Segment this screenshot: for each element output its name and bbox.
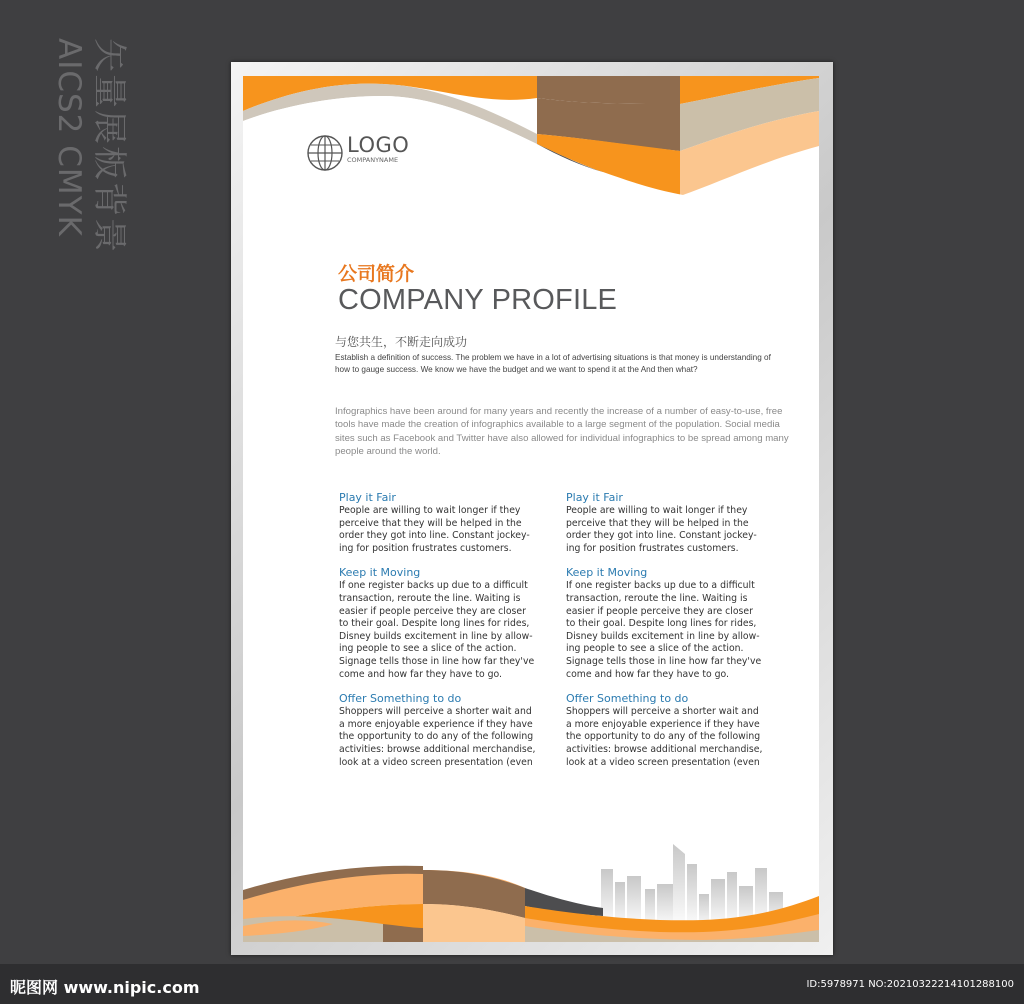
side-title: [50, 36, 136, 271]
section-body: If one register backs up due to a difficult transaction, reroute the line. Waiting is easier if people perceive they are closer to their goal. Despite long lines for rides, Disney builds excitement in line by allow- ing people to see a slice of the action. Signage tells those in line how far they've come and how far they have to go.: [339, 580, 535, 680]
bottom-wave-decoration: [243, 864, 819, 942]
section-body: Shoppers will perceive a shorter wait and a more enjoyable experience if they have the opportunity to do any of the following activities: browse additional merchandise, look at a video screen presentation (even: [566, 706, 763, 768]
section-body: People are willing to wait longer if they perceive that they will be helped in the order they got into line. Constant jockey- ing for position frustrates customers.: [566, 505, 757, 554]
section-heading: Play it Fair: [339, 491, 396, 504]
intro-paragraph-light: Infographics have been around for many years and recently the increase of a number of easy-to-use, free tools have made the creation of infographics available to a large segment of the population. Social media sites such as Facebook and Twitter have also allowed for individual infographics to be spread among many people around the world.: [335, 406, 789, 457]
content-column-left: [339, 491, 551, 780]
side-title-en: AICS2 CMYK: [51, 38, 87, 237]
section-heading: Keep it Moving: [339, 566, 421, 580]
side-title-cn: 矢量展板背景: [89, 38, 129, 254]
logo-word: LOGO: [347, 133, 410, 157]
tagline: 与您共生，不断走向成功: [335, 335, 468, 349]
intro-paragraph-bold: Establish a definition of success. The problem we have in a lot of advertising situations is that money is understanding of how to gauge success. We know we have the budget and we want to spend it at the And then what?: [335, 353, 771, 375]
section-body: People are willing to wait longer if they perceive that they will be helped in the order they got into line. Constant jockey- ing for position frustrates customers.: [339, 505, 530, 554]
page-title: COMPANY PROFILE: [338, 284, 618, 316]
watermark-site: 昵图网 www.nipic.com: [10, 978, 200, 997]
section-keep-it-moving: [566, 566, 778, 681]
globe-icon: [305, 133, 345, 173]
section-body: If one register backs up due to a difficult transaction, reroute the line. Waiting is easier if people perceive they are closer to their goal. Despite long lines for rides, Disney builds excitement in line by allow- ing people to see a slice of the action. Signage tells those in line how far they've come and how far they have to go.: [566, 580, 762, 680]
section-offer-something: [339, 692, 551, 769]
section-body: Shoppers will perceive a shorter wait and a more enjoyable experience if they have the opportunity to do any of the following activities: browse additional merchandise, look at a video screen presentation (even: [339, 706, 536, 768]
logo-company-name: COMPANYNAME: [347, 156, 399, 164]
poster: [243, 76, 819, 942]
section-play-it-fair: [339, 491, 551, 555]
watermark-id: ID:5978971 NO:20210322214101288100: [806, 979, 1014, 990]
section-heading: Offer Something to do: [566, 692, 689, 706]
section-heading: Offer Something to do: [339, 692, 462, 706]
logo: [347, 134, 409, 164]
section-play-it-fair: [566, 491, 778, 555]
section-keep-it-moving: [339, 566, 551, 681]
title-cn: 公司简介: [338, 263, 415, 285]
section-offer-something: [566, 692, 778, 769]
content-column-right: [566, 491, 778, 780]
section-heading: Play it Fair: [566, 491, 623, 504]
section-heading: Keep it Moving: [566, 566, 648, 580]
